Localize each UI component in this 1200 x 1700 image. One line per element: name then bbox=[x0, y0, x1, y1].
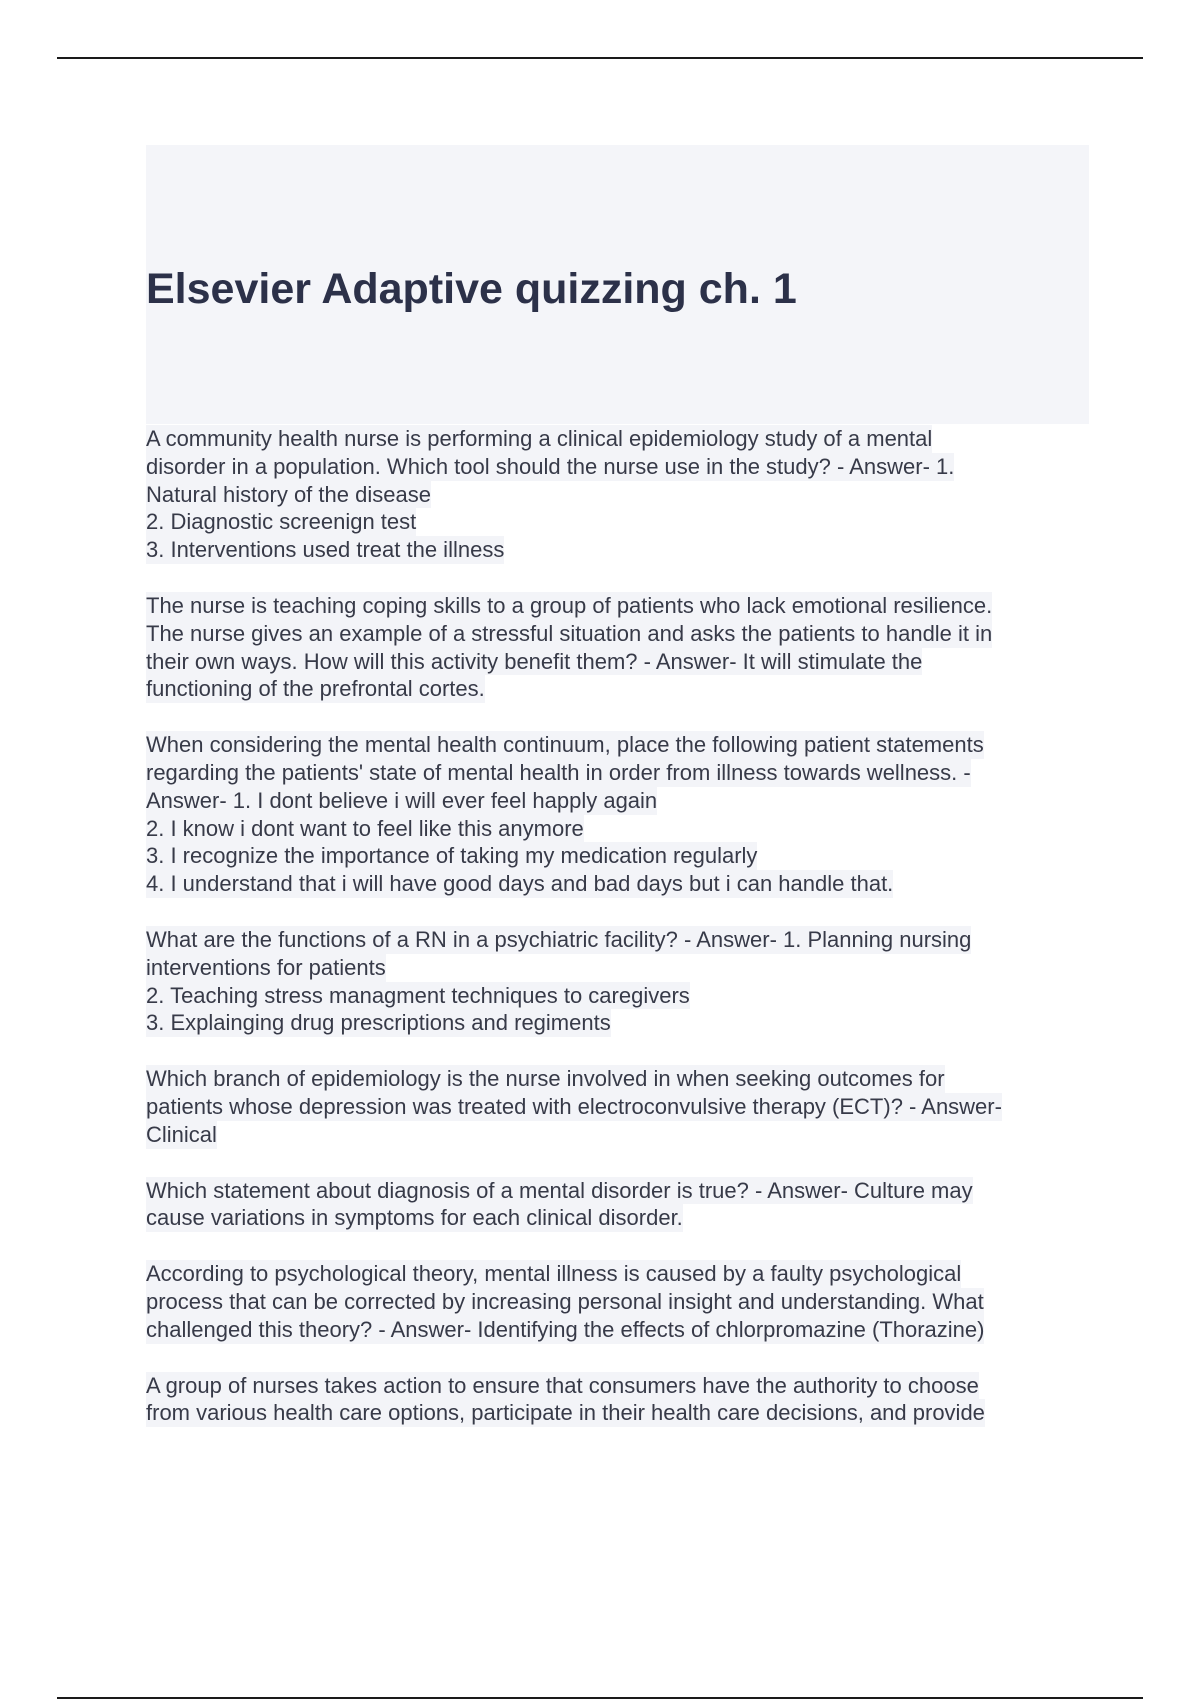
qa-line: Which statement about diagnosis of a mental disorder is true? - Answer- Culture may bbox=[146, 1177, 973, 1203]
qa-line: When considering the mental health continuum, place the following patient statements bbox=[146, 732, 984, 758]
qa-line: cause variations in symptoms for each clinical disorder. bbox=[146, 1205, 683, 1231]
qa-line: Which branch of epidemiology is the nurse involved in when seeking outcomes for bbox=[146, 1066, 945, 1092]
qa-line: Natural history of the disease bbox=[146, 481, 431, 507]
document-title: Elsevier Adaptive quizzing ch. 1 bbox=[146, 265, 797, 313]
qa-line: Clinical bbox=[146, 1121, 217, 1147]
qa-line: regarding the patients' state of mental health in order from illness towards wellness. - bbox=[146, 759, 971, 785]
qa-line: 2. I know i dont want to feel like this anymore bbox=[146, 815, 584, 841]
top-rule bbox=[57, 57, 1143, 59]
qa-block bbox=[146, 1177, 1106, 1233]
qa-line: 3. Interventions used treat the illness bbox=[146, 537, 505, 563]
qa-line: from various health care options, participate in their health care decisions, and provide bbox=[146, 1400, 985, 1426]
qa-line: process that can be corrected by increasing personal insight and understanding. What bbox=[146, 1288, 984, 1314]
qa-line: challenged this theory? - Answer- Identifying the effects of chlorpromazine (Thorazine) bbox=[146, 1316, 985, 1342]
qa-line: Answer- 1. I dont believe i will ever feel happly again bbox=[146, 787, 658, 813]
qa-line: A group of nurses takes action to ensure that consumers have the authority to choose bbox=[146, 1372, 979, 1398]
qa-line: 2. Diagnostic screenign test bbox=[146, 509, 417, 535]
qa-line: According to psychological theory, mental illness is caused by a faulty psychological bbox=[146, 1261, 962, 1287]
qa-block bbox=[146, 1065, 1106, 1148]
qa-content bbox=[146, 425, 1106, 1455]
qa-line: The nurse gives an example of a stressful situation and asks the patients to handle it in bbox=[146, 620, 993, 646]
qa-block bbox=[146, 731, 1106, 898]
qa-line: 3. Explainging drug prescriptions and regiments bbox=[146, 1010, 611, 1036]
qa-block bbox=[146, 1260, 1106, 1343]
qa-line: patients whose depression was treated with electroconvulsive therapy (ECT)? - Answer- bbox=[146, 1093, 1002, 1119]
bottom-rule bbox=[57, 1697, 1143, 1699]
qa-block bbox=[146, 1372, 1106, 1428]
qa-line: What are the functions of a RN in a psychiatric facility? - Answer- 1. Planning nursing bbox=[146, 926, 972, 952]
qa-line: 4. I understand that i will have good days and bad days but i can handle that. bbox=[146, 871, 894, 897]
qa-block bbox=[146, 926, 1106, 1037]
qa-block bbox=[146, 592, 1106, 703]
qa-line: A community health nurse is performing a clinical epidemiology study of a mental bbox=[146, 426, 933, 451]
qa-line: 2. Teaching stress managment techniques to caregivers bbox=[146, 982, 690, 1008]
qa-line: interventions for patients bbox=[146, 954, 386, 980]
qa-block bbox=[146, 425, 1106, 564]
qa-line: disorder in a population. Which tool should the nurse use in the study? - Answer- 1. bbox=[146, 453, 955, 479]
title-banner bbox=[146, 145, 1089, 424]
qa-line: functioning of the prefrontal cortes. bbox=[146, 676, 485, 702]
qa-line: their own ways. How will this activity benefit them? - Answer- It will stimulate the bbox=[146, 648, 923, 674]
qa-line: The nurse is teaching coping skills to a group of patients who lack emotional resilience. bbox=[146, 592, 993, 618]
qa-line: 3. I recognize the importance of taking my medication regularly bbox=[146, 843, 758, 869]
